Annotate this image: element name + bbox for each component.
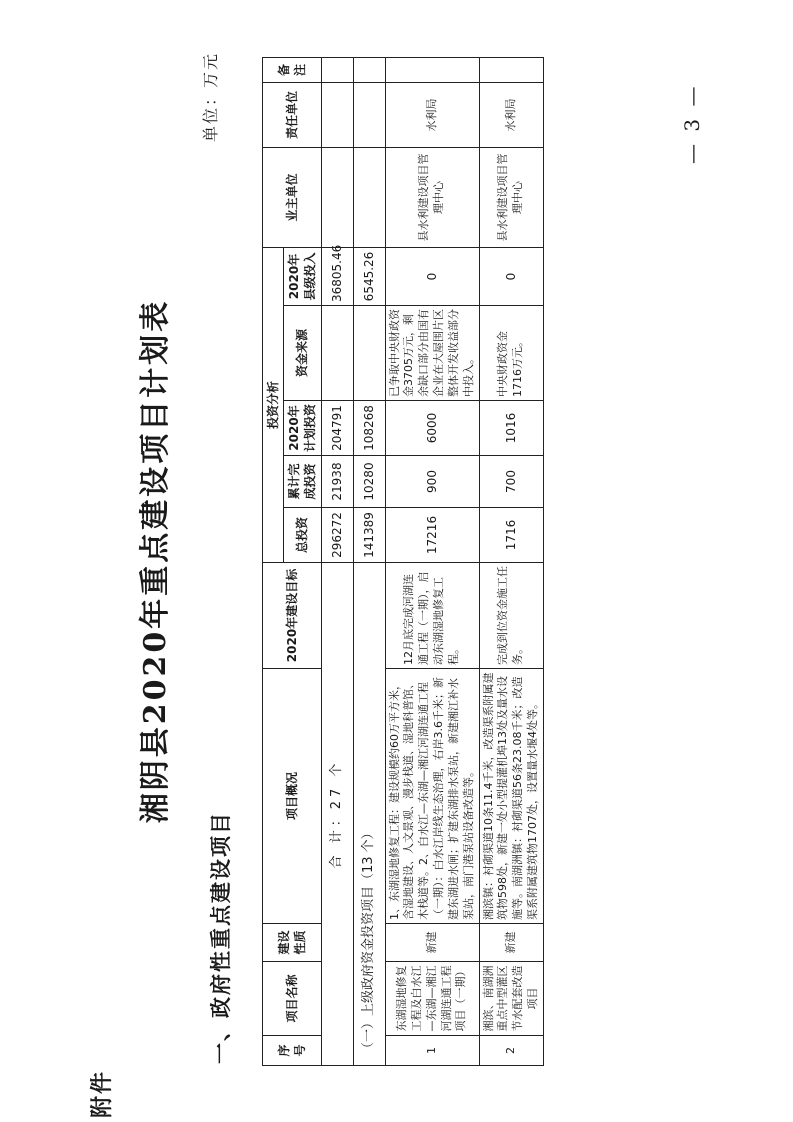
row-nature: 新建 — [479, 924, 543, 962]
row-total: 1716 — [479, 508, 543, 563]
page-number: — 3 — — [680, 83, 704, 164]
header-total: 总投资 — [284, 508, 321, 563]
row-seq: 1 — [385, 1036, 479, 1066]
attachment-label: 附件 — [89, 1069, 115, 1118]
header-seq: 序号 — [263, 1036, 322, 1066]
row-owner: 县水利建设项目管理中心 — [385, 147, 479, 247]
table-row — [385, 57, 479, 1065]
subtotal-label: （一）上级政府资金投资项目（13 个） — [353, 563, 385, 1066]
subtotal-responsible — [353, 82, 385, 147]
header-overview: 项目概况 — [263, 669, 322, 924]
subtotal-remarks — [353, 57, 385, 82]
header-nature: 建设性质 — [263, 924, 322, 962]
header-responsible: 责任单位 — [263, 82, 322, 147]
subtotal-source — [353, 306, 385, 401]
header-source: 资金来源 — [284, 306, 321, 401]
subtotal-row — [353, 57, 385, 1065]
header-owner: 业主单位 — [263, 147, 322, 247]
row-cumulative: 900 — [385, 456, 479, 508]
row-total: 17216 — [385, 508, 479, 563]
row-owner: 县水利建设项目管理中心 — [479, 147, 543, 247]
subtotal-plan: 108268 — [353, 401, 385, 456]
total-owner — [321, 147, 353, 247]
table-row — [479, 57, 543, 1065]
header-name: 项目名称 — [263, 962, 322, 1036]
row-name: 湘滨、南湖洲重点中型灌区节水配套改造项目 — [479, 962, 543, 1036]
table-header-row — [263, 57, 284, 1065]
row-county-level: 0 — [479, 247, 543, 305]
header-target: 2020年建设目标 — [263, 563, 322, 669]
row-responsible: 水利局 — [385, 82, 479, 147]
row-remarks — [385, 57, 479, 82]
total-county-level: 36805.46 — [321, 247, 353, 305]
header-cumulative: 累计完成投资 — [284, 456, 321, 508]
total-remarks — [321, 57, 353, 82]
total-label: 合 计：27 个 — [321, 563, 353, 1066]
header-investment-analysis: 投资分析 — [263, 247, 284, 562]
row-seq: 2 — [479, 1036, 543, 1066]
unit-label: 单位：万元 — [201, 51, 220, 142]
row-cumulative: 700 — [479, 456, 543, 508]
header-county-level: 2020年县级投入 — [284, 247, 321, 305]
total-cumulative: 21938 — [321, 456, 353, 508]
row-overview: 湘滨镇：衬砌渠道10条11.4千米，改造渠系附属建筑物598处，新建一处小型提灌机埠13处及量水设施等。南湖洲镇：衬砌渠道56条23.08千米；改造渠系附属建筑物1707处，设置量水堰4处等。 — [479, 669, 543, 924]
row-county-level: 0 — [385, 247, 479, 305]
total-row — [321, 57, 353, 1065]
document-title: 湘阴县2020年重点建设项目计划表 — [138, 298, 173, 824]
total-source — [321, 306, 353, 401]
row-target: 完成到位资金施工任务。 — [479, 563, 543, 669]
header-plan: 2020年计划投资 — [284, 401, 321, 456]
row-plan: 1016 — [479, 401, 543, 456]
row-target: 12月底完成河湖连通工程（一期），启动东湖湿地修复工程。 — [385, 563, 479, 669]
project-plan-table-wrapper — [262, 58, 544, 1066]
total-investment: 296272 — [321, 508, 353, 563]
total-responsible — [321, 82, 353, 147]
section-heading: 一、政府性重点建设项目 — [208, 811, 233, 1064]
row-overview: 1、东湖湿地修复工程：建设规模约60万平方米，含湿地建设、人文景观、漫步栈道、湿地科普馆、木栈道等。2、白水江—东湖—湘江河湖连通工程（一期）：白水江岸线生态治理，右岸3.6千米；新建东湖进水闸；扩建东湖排水泵站，新建湘江补水泵站，南门港泵站设备改造等。 — [385, 669, 479, 924]
row-source: 中央财政资金1716万元。 — [479, 306, 543, 401]
subtotal-owner — [353, 147, 385, 247]
project-plan-table — [262, 57, 544, 1066]
header-remarks: 备注 — [263, 57, 322, 82]
row-responsible: 水利局 — [479, 82, 543, 147]
subtotal-investment: 141389 — [353, 508, 385, 563]
subtotal-county-level: 6545.26 — [353, 247, 385, 305]
subtotal-cumulative: 10280 — [353, 456, 385, 508]
total-plan: 204791 — [321, 401, 353, 456]
row-plan: 6000 — [385, 401, 479, 456]
row-nature: 新建 — [385, 924, 479, 962]
row-name: 东湖湿地修复工程及白水江—东湖—湘江河湖连通工程项目（一期） — [385, 962, 479, 1036]
row-remarks — [479, 57, 543, 82]
row-source: 已争取中央财政资金3705万元，剩余缺口部分由国有企业在大屋围片区整体开发收益部分中投入。 — [385, 306, 479, 401]
